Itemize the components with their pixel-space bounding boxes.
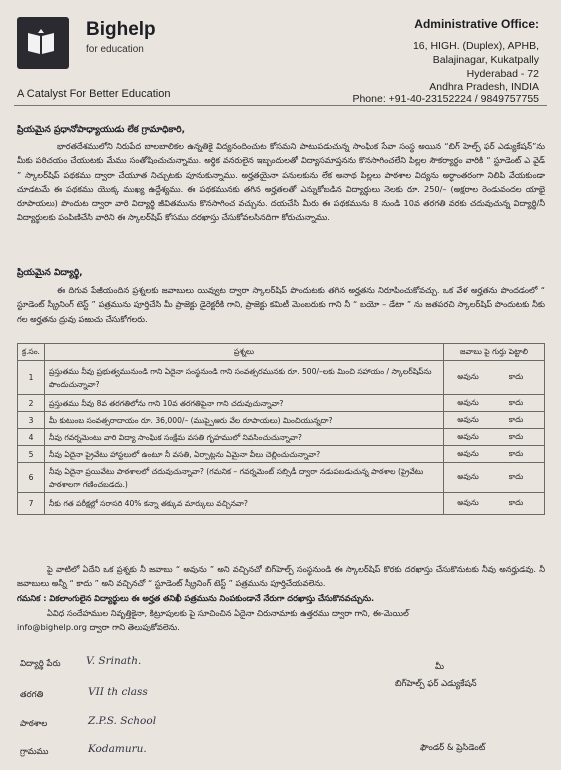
logo bbox=[17, 17, 69, 69]
question-number: 2 bbox=[18, 395, 45, 412]
org-signature: బిగ్‌హెల్ప్ ఫర్ ఎడ్యుకేషన్ bbox=[395, 679, 477, 689]
answer-no[interactable]: కాదు bbox=[508, 414, 524, 424]
question-text: నీకు గత పరీక్షల్లో సరాసరి 40% కన్నా తక్కువ మార్కులు వచ్చినవా? bbox=[45, 493, 444, 515]
phone: Phone: +91-40-23152224 / 9849757755 bbox=[352, 93, 539, 105]
brand-tagline: for education bbox=[86, 44, 144, 55]
answer-yes[interactable]: అవును bbox=[457, 372, 479, 381]
answer-yes[interactable]: అవును bbox=[457, 397, 479, 407]
question-text: నీవు ఏదైనా ప్రయివేటు పాఠశాలలో చదువుచున్నావా? (గమనిక – గవర్నమెంట్ సబ్సిడీ ద్వారా నడుపబడుచున్న పాఠశాల (ప్రైవేటు పాఠశాలగా గణించబడదు.) bbox=[45, 463, 444, 493]
question-number: 6 bbox=[18, 463, 45, 493]
answer-no[interactable]: కాదు bbox=[508, 372, 524, 381]
student-salutation: ప్రియమైన విద్యార్థి, bbox=[17, 268, 83, 278]
question-number: 1 bbox=[18, 361, 45, 395]
closing: మీ bbox=[435, 662, 444, 672]
footer-contact: ఏవిధ సందేహముల నివృత్తికైనా, కిట్రూపులకు పై సూచించిన ఏదైనా చిరునామాకు ఉత్తరము ద్వారా గాని, ఈ-మెయిల్ bbox=[47, 608, 409, 618]
question-number: 5 bbox=[18, 446, 45, 463]
answer-cell bbox=[444, 361, 545, 395]
field-value-class: VII th class bbox=[88, 686, 148, 698]
answer-cell bbox=[444, 446, 545, 463]
table-row bbox=[18, 429, 545, 446]
answer-yes[interactable]: అవును bbox=[457, 431, 479, 441]
footer-paragraph: పై వాటిలో ఏదేని ఒక ప్రశ్నకు నీ జవాబు “ అవును ” అని వచ్చినచో బిగ్‌హెల్ప్ సంస్థనుండి ఈ స్కాలర్‌షిప్ కొరకు దరఖాస్తు చేసుకొనుటకు నీవు అనర్హుడవు. నీ జవాబులు అన్నీ “ కాదు ” అని వచ్చినచో “ స్టూడెంట్ స్క్రీనింగ్ టెస్ట్ ” పత్రమును పూర్తిచేయవలెను. bbox=[17, 564, 545, 589]
question-number: 4 bbox=[18, 429, 45, 446]
field-label-class: తరగతి bbox=[20, 690, 44, 700]
answer-yes[interactable]: అవును bbox=[457, 448, 479, 458]
address-line: 16, HIGH. (Duplex), APHB, bbox=[412, 40, 539, 52]
field-value-school: Z.P.S. School bbox=[88, 715, 157, 727]
question-text: నీవు గవర్నమెంటు వారి విద్యా సాంఘిక సంక్షేమ వసతి గృహములో నివసించుచున్నావా? bbox=[45, 429, 444, 446]
col-header-question: ప్రశ్నలు bbox=[45, 344, 444, 361]
field-label-name: విద్యార్థి పేరు bbox=[20, 659, 61, 669]
answer-yes[interactable]: అవును bbox=[457, 414, 479, 424]
answer-cell bbox=[444, 493, 545, 515]
answer-cell bbox=[444, 429, 545, 446]
intro-paragraph: భారతదేశములోని నిరుపేద బాలబాలికల ఉన్నతికై విద్యనందించుట కోసమని పాటుపడుచున్న సాంఘిక సేవా సంస్థ అయిన “బిగ్ హెల్ప్ ఫర్ ఎడ్యుకేషన్”ను మీకు పరిచయం చేయుటకు మేము సంతోషించుచున్నాము. అర్థిక వనరులైన ఇబ్బందులతో విద్యాసమాప్తనను కొనసాగించలేని పిల్లల సౌకర్యార్థం వారికి “ స్టూడెంట్ ఎ వైడ్ ” స్కాలర్‌షిప్ పథకము ద్వారా చేయూత నిచ్చుటకు పూనుకున్నాము. అర్హతయైనా పనులకును లేక అనాథ పిల్లలు పాఠశాల విద్యను అర్ధాంతరంగా నిలిపి వేయకుండా చూడటమే ఈ పథకము యొక్క ముఖ్య ఉద్దేశ్యము. ఈ పథకమునకు తగిన అర్హతలతో ఎన్నుకోబడిన విద్యార్థులు నెలకు రూ. 250/– (అక్షరాల రెండువందల యాభై రూపాయలు) పొందుట ద్వారా వారి విద్యార్థి జీవితమును కొనసాగించ వచ్చును. దయచేసి మీరు ఈ పథకమును 8 నుండి 10వ తరగతి వరకు చదువుచున్న విద్యార్థి/నీ విద్యార్థులకు పంపిణిచేసి వారిని ఈ స్కాలర్‌షిప్ కోసము దరఖాస్తు చేసుకోవలసినదిగా కోరుచున్నాము. bbox=[17, 141, 545, 223]
answer-yes[interactable]: అవును bbox=[457, 498, 479, 507]
answer-cell bbox=[444, 412, 545, 429]
footer-note: గమనిక : వికలాంగులైన విద్యార్థులు ఈ అర్హత తనిఖీ పత్రమును నింపకుండానే నేరుగా దరఖాస్తు చేసుకొనవచ్చును. bbox=[17, 593, 375, 603]
address-line: Hyderabad - 72 bbox=[466, 68, 539, 80]
brand-name: Bighelp bbox=[86, 19, 156, 40]
question-text: ప్రస్తుతము నీవు 8వ తరగతిలోను గాని 10వ తరగతిపైనా గాని చదువుచున్నావా? bbox=[45, 395, 444, 412]
eligibility-table bbox=[17, 343, 545, 515]
col-header-number: క్ర.సం. bbox=[18, 344, 45, 361]
table-row bbox=[18, 412, 545, 429]
founder-title: ఫౌండర్ & ప్రెసిడెంట్ bbox=[420, 743, 486, 753]
answer-cell bbox=[444, 395, 545, 412]
answer-no[interactable]: కాదు bbox=[508, 431, 524, 441]
answer-no[interactable]: కాదు bbox=[508, 397, 524, 407]
answer-no[interactable]: కాదు bbox=[508, 448, 524, 458]
field-value-village: Kodamuru. bbox=[88, 743, 147, 755]
address-line: Andhra Pradesh, INDIA bbox=[429, 81, 539, 93]
field-label-village: గ్రామము bbox=[20, 747, 49, 757]
question-number: 7 bbox=[18, 493, 45, 515]
footer-email: info@bighelp.org ద్వారా గాని తెలుపుకోవలెను. bbox=[17, 622, 180, 632]
table-row bbox=[18, 395, 545, 412]
address-line: Balajinagar, Kukatpally bbox=[432, 54, 539, 66]
table-row bbox=[18, 463, 545, 493]
answer-no[interactable]: కాదు bbox=[508, 498, 524, 507]
office-title: Administrative Office: bbox=[414, 17, 539, 31]
answer-cell bbox=[444, 463, 545, 493]
field-label-school: పాఠశాల bbox=[20, 719, 48, 729]
header-divider bbox=[14, 105, 547, 106]
table-row bbox=[18, 361, 545, 395]
table-row bbox=[18, 446, 545, 463]
col-header-answer: జవాబు పై గుర్తు పెట్టాలి bbox=[444, 344, 545, 361]
question-number: 3 bbox=[18, 412, 45, 429]
book-logo-icon bbox=[26, 27, 56, 57]
answer-yes[interactable]: అవును bbox=[457, 472, 479, 481]
motto: A Catalyst For Better Education bbox=[17, 88, 171, 100]
table-row bbox=[18, 493, 545, 515]
question-text: ప్రస్తుతము నీవు ప్రభుత్వమునుండి గాని ఏదైనా సంస్థనుండి గాని సంవత్సరమునకు రూ. 500/–లకు మించి సహాయం / స్కాలర్‌షిప్‌ను పొందుచున్నావా? bbox=[45, 361, 444, 395]
student-intro: ఈ దిగువ పేజీయందిన ప్రశ్నలకు జవాబులు యివ్వుట ద్వారా స్కాలర్‌షిప్ పొందుటకు తగిన అర్హతను నిరూపించుకోవచ్చు. ఒక వేళ అర్హతను పొందడంలో “ స్టూడెంట్ స్క్రీనింగ్ టెస్ట్ ” పత్రమును పూర్తిచేసి మీ ప్రాజెక్టు డైరెక్టరీకి గాని, ప్రాజెక్టు కమిటీ మెంబరుకు గాని నీ “ బయో – డేటా ” ను జతపరచి స్కాలర్‌షిప్ పొందుటకు నీకు గల అర్హతను ద్రువు పఱుచు చేసుకోగలరు. bbox=[17, 285, 545, 324]
question-text: మీ కుటుంబ సంవత్సరాదాయం రూ. 36,000/– (ముప్పైఆరు వేల రూపాయలు) మించియున్నదా? bbox=[45, 412, 444, 429]
answer-no[interactable]: కాదు bbox=[508, 472, 524, 481]
field-value-name: V. Srinath. bbox=[86, 655, 142, 667]
salutation: ప్రియమైన ప్రధానోపాధ్యాయుడు లేక గ్రామాధికారి, bbox=[17, 125, 186, 135]
question-text: నీవు ఏదైనా ప్రైవేటు హాస్టలులో ఉంటూ నీ వసతి, ఏర్పాట్లను ఏమైనా వీలు చెల్లించుచున్నావా? bbox=[45, 446, 444, 463]
